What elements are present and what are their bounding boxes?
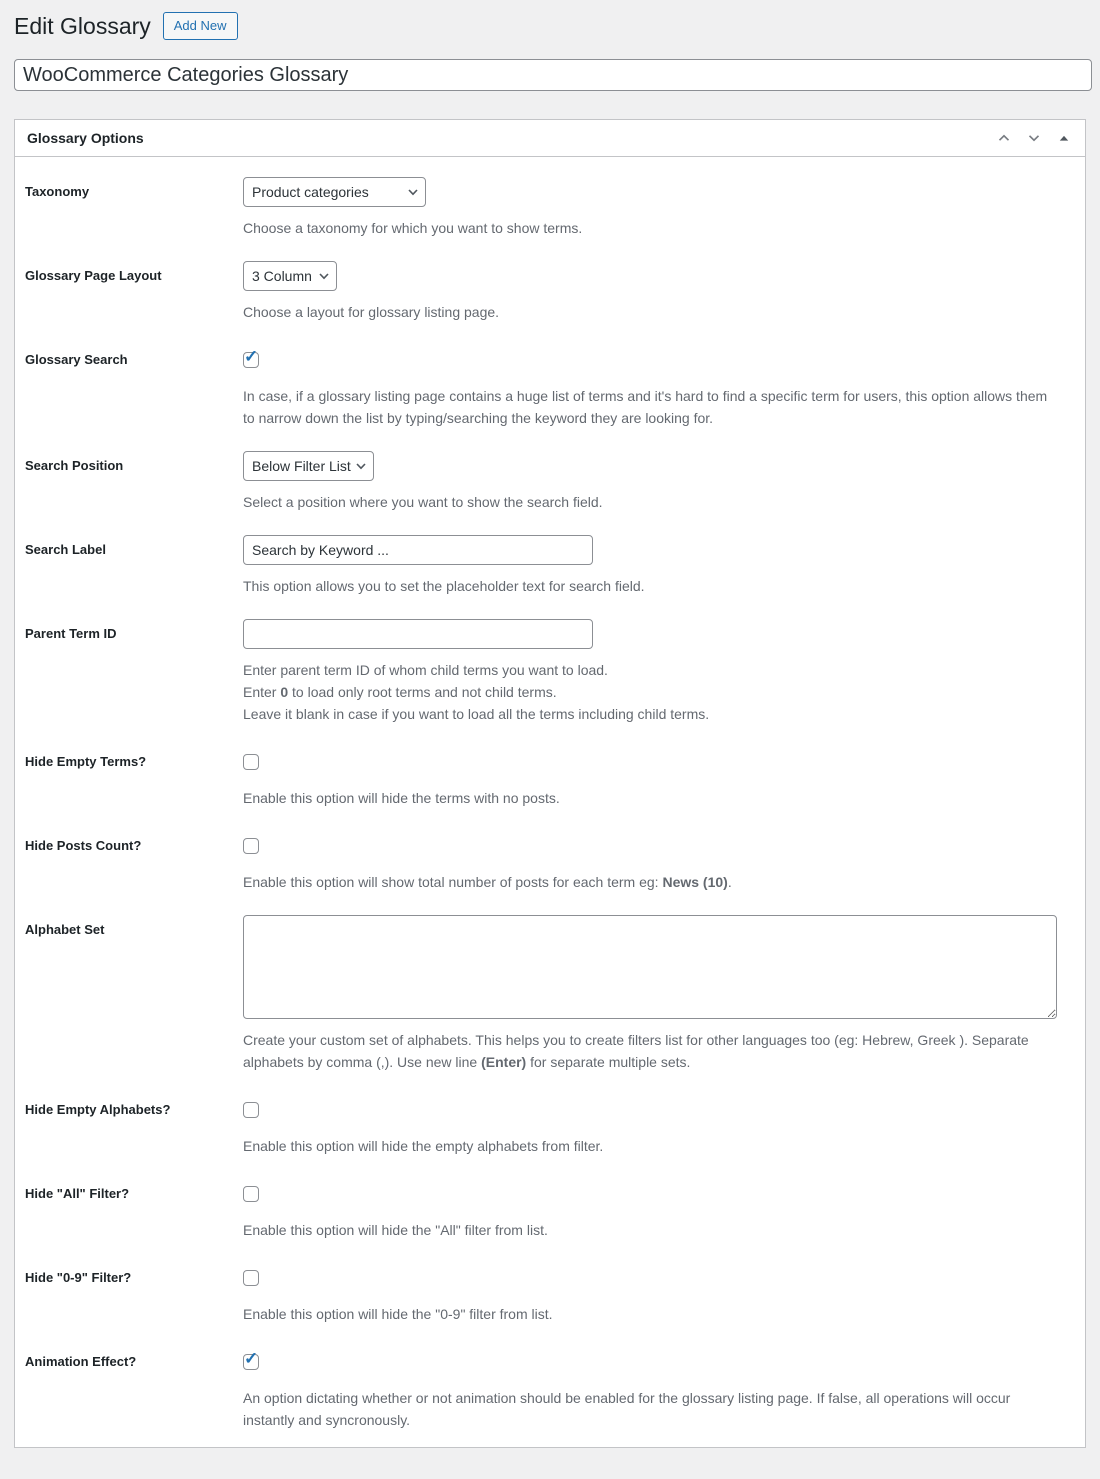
search-position-select[interactable] [243,451,374,481]
metabox-body [15,157,1085,1447]
field-description [243,1219,1057,1241]
chevron-down-icon [318,270,330,282]
parent-term-id-input[interactable] [243,619,593,649]
field-label: Animation Effect? [25,1354,137,1369]
description-line: Select a position where you want to show the search field. [243,494,603,510]
chevron-down-icon [1026,130,1042,146]
hide-all-filter-checkbox[interactable] [243,1186,259,1202]
toggle-panel-button[interactable] [1049,123,1079,153]
field-description [243,301,1057,323]
metabox-handle-actions [989,123,1085,153]
alphabet-set-textarea[interactable] [243,915,1057,1019]
field-description [243,491,1057,513]
select-value: Product categories [252,184,369,200]
field-description [243,575,1057,597]
page-title: Edit Glossary [14,13,151,39]
hide-0-9-filter-checkbox[interactable] [243,1270,259,1286]
description-line: Choose a layout for glossary listing page. [243,304,500,320]
field-description [243,385,1057,429]
field-description [243,871,1057,893]
field-description [243,1303,1057,1325]
hide-empty-terms-checkbox[interactable] [243,754,259,770]
description-line: Enable this option will hide the "All" filter from list. [243,1222,548,1238]
field-label: Hide "0-9" Filter? [25,1270,132,1285]
field-label: Hide Posts Count? [25,838,142,853]
chevron-up-icon [996,130,1012,146]
field-row-taxonomy [25,177,1057,239]
animation-effect-checkbox[interactable] [243,1349,259,1370]
field-label: Hide Empty Terms? [25,754,147,769]
description-line: Enable this option will hide the "0-9" filter from list. [243,1306,553,1322]
glossary-options-metabox [14,119,1086,1448]
move-up-button[interactable] [989,123,1019,153]
move-down-button[interactable] [1019,123,1049,153]
add-new-button[interactable]: Add New [163,12,238,40]
field-label: Alphabet Set [25,922,105,937]
field-label: Parent Term ID [25,626,117,641]
post-title-input[interactable] [14,59,1092,91]
metabox-title: Glossary Options [27,130,144,146]
triangle-up-icon [1058,132,1070,144]
check-icon: ✓ [244,1349,259,1368]
description-line: An option dictating whether or not animation should be enabled for the glossary listing page. If false, all operations will occur instantly and syncronously. [243,1390,1011,1428]
description-line: This option allows you to set the placeholder text for search field. [243,578,645,594]
field-row-glossary-page-layout [25,261,1057,323]
hide-posts-count-checkbox[interactable] [243,838,259,854]
field-description [243,1387,1057,1431]
field-row-hide-all-filter [25,1179,1057,1241]
field-row-search-label [25,535,1057,597]
field-row-alphabet-set [25,915,1057,1073]
select-value: Below Filter List [252,458,351,474]
field-row-hide-empty-alphabets [25,1095,1057,1157]
field-row-search-position [25,451,1057,513]
search-label-input[interactable] [243,535,593,565]
glossary-search-checkbox[interactable] [243,347,259,368]
description-line: Enable this option will hide the empty alphabets from filter. [243,1138,604,1154]
field-label: Hide Empty Alphabets? [25,1102,171,1117]
description-line: Choose a taxonomy for which you want to show terms. [243,220,583,236]
hide-empty-alphabets-checkbox[interactable] [243,1102,259,1118]
field-row-glossary-search [25,345,1057,429]
description-line: Enter 0 to load only root terms and not child terms. [243,684,557,700]
description-line: Enable this option will show total number of posts for each term eg: News (10). [243,874,732,890]
taxonomy-select[interactable] [243,177,426,207]
select-value: 3 Column [252,268,312,284]
description-line: Leave it blank in case if you want to load all the terms including child terms. [243,706,710,722]
field-description [243,1029,1057,1073]
field-label: Hide "All" Filter? [25,1186,130,1201]
field-row-animation-effect [25,1347,1057,1431]
field-description [243,659,1057,725]
check-icon: ✓ [244,347,259,366]
chevron-down-icon [407,186,419,198]
page-header [14,8,1092,42]
chevron-down-icon [355,460,367,472]
field-label: Taxonomy [25,184,90,199]
field-row-hide-0-9-filter [25,1263,1057,1325]
field-label: Search Label [25,542,106,557]
field-description [243,787,1057,809]
description-line: In case, if a glossary listing page contains a huge list of terms and it's hard to find a specific term for users, this option allows them to narrow down the list by typing/searching the keyword they are looking for. [243,388,1048,426]
field-row-parent-term-id [25,619,1057,725]
metabox-header [15,120,1085,157]
description-line: Enter parent term ID of whom child terms you want to load. [243,662,608,678]
field-description [243,217,1057,239]
field-row-hide-empty-terms [25,747,1057,809]
field-description [243,1135,1057,1157]
field-label: Glossary Search [25,352,128,367]
description-line: Create your custom set of alphabets. This helps you to create filters list for other languages too (eg: Hebrew, Greek ). Separate alphabets by comma (,). Use new line (Enter) for separate multiple sets. [243,1032,1029,1070]
field-row-hide-posts-count [25,831,1057,893]
glossary-page-layout-select[interactable] [243,261,337,291]
description-line: Enable this option will hide the terms with no posts. [243,790,560,806]
field-label: Glossary Page Layout [25,268,162,283]
field-label: Search Position [25,458,124,473]
